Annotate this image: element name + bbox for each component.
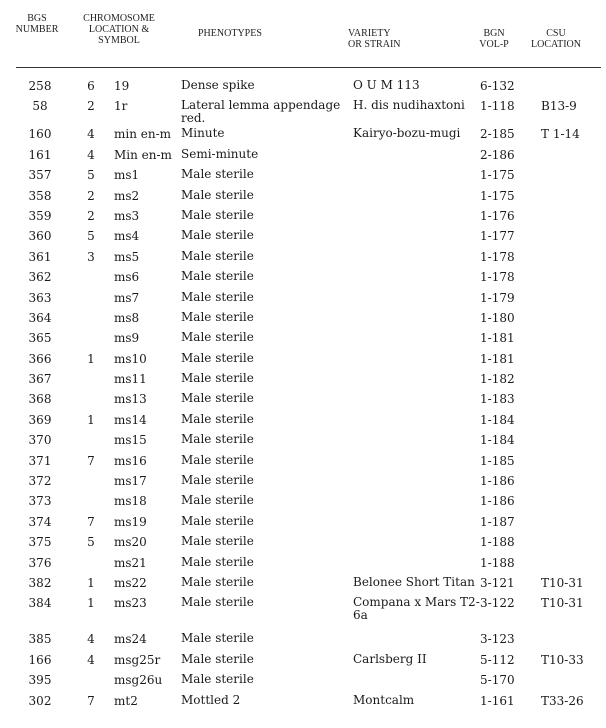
cell-phenotype: Male sterile: [181, 554, 254, 569]
cell-bgn-vol: 1-186: [480, 494, 515, 509]
cell-bgn-vol: 5-112: [480, 652, 515, 667]
cell-phenotype: Male sterile: [181, 473, 254, 488]
cell-bgn-vol: 1-181: [480, 351, 515, 366]
header-bgs-number: BGS NUMBER: [15, 13, 59, 35]
cell-phenotype: Male sterile: [181, 248, 254, 263]
cell-symbol: ms18: [114, 494, 147, 509]
cell-bgn-vol: 1-175: [480, 168, 515, 183]
cell-phenotype: Male sterile: [181, 513, 254, 528]
cell-bgs-number: 362: [28, 270, 52, 285]
cell-bgn-vol: 1-179: [480, 290, 515, 305]
cell-phenotype: Male sterile: [181, 371, 254, 386]
header-csu-location: CSU LOCATION: [531, 28, 581, 50]
cell-bgn-vol: 1-187: [480, 514, 515, 529]
cell-phenotype: Mottled 2: [181, 692, 241, 707]
cell-bgs-number: 361: [28, 249, 52, 264]
cell-bgs-number: 166: [28, 652, 52, 667]
cell-phenotype: Dense spike: [181, 78, 255, 92]
cell-chromosome: 4: [87, 147, 95, 162]
cell-phenotype: Male sterile: [181, 350, 254, 365]
cell-chromosome: 5: [87, 168, 95, 183]
table-row: [0, 289, 606, 309]
cell-csu-location: B13-9: [541, 99, 577, 114]
cell-csu-location: T10-31: [541, 596, 584, 611]
cell-symbol: ms6: [114, 270, 140, 285]
cell-symbol: ms14: [114, 412, 147, 427]
table-row: [0, 671, 606, 691]
cell-bgs-number: 359: [28, 208, 52, 223]
cell-bgn-vol: 1-178: [480, 249, 515, 264]
cell-bgs-number: 161: [28, 147, 52, 162]
cell-symbol: Min en-m: [114, 147, 172, 162]
cell-bgs-number: 376: [28, 555, 52, 570]
cell-chromosome: 4: [87, 127, 95, 142]
cell-symbol: mt2: [114, 693, 138, 708]
cell-bgn-vol: 1-181: [480, 331, 515, 346]
cell-chromosome: 5: [87, 229, 95, 244]
table-row: [0, 554, 606, 574]
cell-variety: O U M 113: [353, 78, 420, 92]
cell-bgs-number: 258: [28, 79, 52, 93]
cell-symbol: ms21: [114, 555, 147, 570]
cell-bgs-number: 357: [28, 168, 52, 183]
cell-bgs-number: 384: [28, 596, 52, 611]
cell-chromosome: 1: [87, 412, 95, 427]
cell-bgn-vol: 3-121: [480, 575, 515, 590]
cell-bgn-vol: 1-118: [480, 99, 515, 114]
cell-bgs-number: 373: [28, 494, 52, 509]
cell-bgs-number: 372: [28, 474, 52, 489]
table-row: [0, 533, 606, 553]
table-row: [0, 492, 606, 512]
cell-chromosome: 4: [87, 652, 95, 667]
table-row: [0, 207, 606, 227]
cell-chromosome: 7: [87, 453, 95, 468]
header-variety: VARIETY OR STRAIN: [348, 28, 401, 50]
header-bgn-vol: BGN VOL-P: [479, 28, 509, 50]
cell-phenotype: Minute: [181, 126, 225, 141]
cell-bgn-vol: 1-178: [480, 270, 515, 285]
table-row: [0, 411, 606, 431]
cell-symbol: ms5: [114, 249, 140, 264]
cell-variety: Carlsberg II: [353, 651, 427, 666]
table-row: [0, 77, 606, 97]
cell-symbol: ms10: [114, 351, 147, 366]
cell-symbol: 1r: [114, 99, 128, 114]
cell-phenotype: Male sterile: [181, 289, 254, 304]
cell-bgs-number: 382: [28, 575, 52, 590]
table-row: [0, 248, 606, 268]
cell-bgs-number: 363: [28, 290, 52, 305]
cell-csu-location: T10-33: [541, 652, 584, 667]
cell-bgn-vol: 3-122: [480, 596, 515, 611]
cell-bgs-number: 360: [28, 229, 52, 244]
cell-phenotype: Male sterile: [181, 432, 254, 447]
table-row: [0, 187, 606, 207]
cell-symbol: ms2: [114, 188, 140, 203]
cell-chromosome: 1: [87, 596, 95, 611]
cell-symbol: ms20: [114, 535, 147, 550]
cell-bgs-number: 374: [28, 514, 52, 529]
table-row: [0, 452, 606, 472]
cell-bgs-number: 358: [28, 188, 52, 203]
table-row: [0, 651, 606, 671]
table-row: [0, 574, 606, 594]
table-row: [0, 370, 606, 390]
cell-bgs-number: 370: [28, 433, 52, 448]
cell-phenotype: Male sterile: [181, 330, 254, 345]
cell-chromosome: 2: [87, 188, 95, 203]
cell-chromosome: 2: [87, 208, 95, 223]
cell-bgs-number: 395: [28, 673, 52, 688]
cell-bgn-vol: 1-161: [480, 693, 515, 708]
cell-symbol: 19: [114, 79, 130, 93]
cell-symbol: ms24: [114, 632, 147, 647]
cell-bgn-vol: 1-176: [480, 208, 515, 223]
cell-symbol: ms17: [114, 474, 147, 489]
cell-chromosome: 1: [87, 575, 95, 590]
cell-bgn-vol: 6-132: [480, 79, 515, 93]
cell-bgn-vol: 3-123: [480, 632, 515, 647]
cell-csu-location: T33-26: [541, 693, 584, 708]
cell-phenotype: Male sterile: [181, 631, 254, 646]
cell-bgs-number: 385: [28, 632, 52, 647]
cell-variety: H. dis nudihaxtoni: [353, 98, 465, 113]
cell-symbol: ms13: [114, 392, 147, 407]
cell-chromosome: 5: [87, 535, 95, 550]
cell-chromosome: 2: [87, 99, 95, 114]
cell-phenotype: Male sterile: [181, 411, 254, 426]
table-row: [0, 166, 606, 186]
cell-phenotype: Male sterile: [181, 452, 254, 467]
header-phenotypes: PHENOTYPES: [198, 28, 262, 39]
table-row: [0, 390, 606, 410]
cell-symbol: ms7: [114, 290, 140, 305]
cell-symbol: msg25r: [114, 652, 161, 667]
cell-symbol: ms4: [114, 229, 140, 244]
cell-symbol: ms23: [114, 596, 147, 611]
cell-bgs-number: 368: [28, 392, 52, 407]
cell-phenotype: Male sterile: [181, 672, 254, 687]
cell-bgs-number: 375: [28, 535, 52, 550]
table-row: [0, 309, 606, 329]
cell-bgs-number: 366: [28, 351, 52, 366]
table-row: [0, 329, 606, 349]
cell-csu-location: T 1-14: [541, 127, 580, 142]
cell-symbol: ms11: [114, 372, 147, 387]
cell-bgn-vol: 1-184: [480, 412, 515, 427]
cell-phenotype: Male sterile: [181, 187, 254, 202]
cell-variety: Compana x Mars T2-6a: [353, 595, 480, 623]
table-row: [0, 97, 606, 125]
cell-bgn-vol: 1-185: [480, 453, 515, 468]
cell-phenotype: Male sterile: [181, 269, 254, 284]
cell-phenotype: Male sterile: [181, 228, 254, 243]
cell-symbol: ms15: [114, 433, 147, 448]
cell-bgs-number: 365: [28, 331, 52, 346]
cell-phenotype: Male sterile: [181, 651, 254, 666]
cell-symbol: min en-m: [114, 127, 172, 142]
cell-bgn-vol: 1-188: [480, 555, 515, 570]
cell-phenotype: Male sterile: [181, 534, 254, 549]
cell-phenotype: Male sterile: [181, 309, 254, 324]
table-row: [0, 630, 606, 650]
cell-chromosome: 7: [87, 514, 95, 529]
cell-bgs-number: 369: [28, 412, 52, 427]
cell-bgs-number: 364: [28, 310, 52, 325]
cell-bgn-vol: 1-183: [480, 392, 515, 407]
table-row: [0, 594, 606, 630]
cell-phenotype: Male sterile: [181, 493, 254, 508]
cell-phenotype: Semi-minute: [181, 146, 259, 161]
table-body: [0, 77, 606, 712]
header-rule: [16, 67, 601, 68]
cell-chromosome: 3: [87, 249, 95, 264]
cell-phenotype: Male sterile: [181, 595, 254, 610]
header-chromosome-location: CHROMOSOME LOCATION & SYMBOL: [83, 13, 155, 46]
cell-bgn-vol: 1-180: [480, 310, 515, 325]
cell-variety: Kairyo-bozu-mugi: [353, 126, 461, 141]
table-row: [0, 513, 606, 533]
cell-symbol: ms8: [114, 310, 140, 325]
cell-symbol: ms22: [114, 575, 147, 590]
cell-bgn-vol: 1-175: [480, 188, 515, 203]
cell-chromosome: 7: [87, 693, 95, 708]
cell-bgs-number: 58: [32, 99, 48, 114]
table-row: [0, 431, 606, 451]
cell-bgn-vol: 1-184: [480, 433, 515, 448]
cell-bgn-vol: 1-177: [480, 229, 515, 244]
table-row: [0, 472, 606, 492]
cell-symbol: ms19: [114, 514, 147, 529]
cell-bgn-vol: 2-186: [480, 147, 515, 162]
cell-symbol: msg26u: [114, 673, 163, 688]
cell-bgs-number: 371: [28, 453, 52, 468]
cell-bgn-vol: 1-186: [480, 474, 515, 489]
cell-symbol: ms16: [114, 453, 147, 468]
cell-bgs-number: 302: [28, 693, 52, 708]
table-row: [0, 146, 606, 166]
cell-bgn-vol: 5-170: [480, 673, 515, 688]
table-row: [0, 350, 606, 370]
cell-bgn-vol: 2-185: [480, 127, 515, 142]
cell-phenotype: Male sterile: [181, 574, 254, 589]
table-row: [0, 692, 606, 712]
cell-chromosome: 6: [87, 79, 95, 93]
cell-csu-location: T10-31: [541, 575, 584, 590]
cell-bgs-number: 160: [28, 127, 52, 142]
cell-symbol: ms9: [114, 331, 140, 346]
cell-phenotype: Lateral lemma appendage red.: [181, 98, 341, 126]
table-row: [0, 268, 606, 288]
table-row: [0, 227, 606, 247]
cell-bgn-vol: 1-182: [480, 372, 515, 387]
cell-bgn-vol: 1-188: [480, 535, 515, 550]
cell-chromosome: 4: [87, 632, 95, 647]
cell-variety: Belonee Short Titan: [353, 574, 475, 589]
cell-phenotype: Male sterile: [181, 391, 254, 406]
cell-symbol: ms1: [114, 168, 140, 183]
cell-symbol: ms3: [114, 208, 140, 223]
cell-phenotype: Male sterile: [181, 207, 254, 222]
table-row: [0, 125, 606, 145]
cell-chromosome: 1: [87, 351, 95, 366]
cell-bgs-number: 367: [28, 372, 52, 387]
cell-variety: Montcalm: [353, 692, 415, 707]
cell-phenotype: Male sterile: [181, 167, 254, 182]
